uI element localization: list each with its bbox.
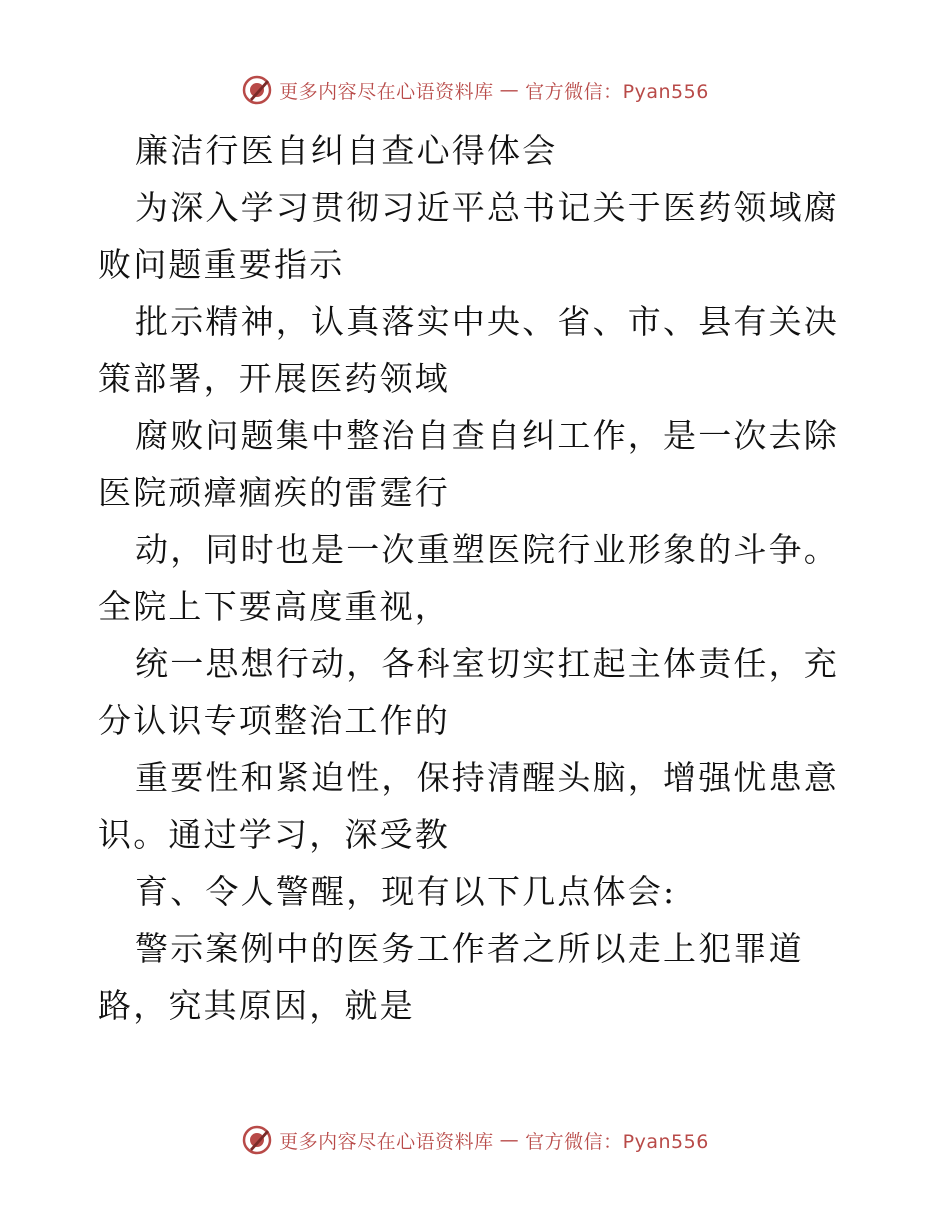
paragraph-2: 批示精神，认真落实中央、省、市、县有关决策部署，开展医药领域	[98, 302, 839, 398]
watermark-contact: 官方微信：Pyan556	[525, 1130, 709, 1153]
watermark-separator: —	[499, 1129, 520, 1151]
paragraph-8: 警示案例中的医务工作者之所以走上犯罪道路，究其原因，就是	[98, 929, 804, 1025]
paragraph-1: 为深入学习贯彻习近平总书记关于医药领域腐败问题重要指示	[98, 188, 839, 284]
paragraph-7: 育、令人警醒，现有以下几点体会:	[135, 872, 677, 911]
watermark-text: 更多内容尽在心语资料库	[279, 1130, 494, 1153]
footer-watermark	[0, 1124, 950, 1156]
paragraph-6: 重要性和紧迫性，保持清醒头脑，增强忧患意识。通过学习，深受教	[98, 758, 839, 854]
paragraph-5: 统一思想行动，各科室切实扛起主体责任，充分认识专项整治工作的	[98, 644, 839, 740]
watermark-contact: 官方微信：Pyan556	[525, 80, 709, 103]
header-watermark	[0, 74, 950, 106]
pen-logo-icon	[241, 74, 273, 106]
watermark-text: 更多内容尽在心语资料库	[279, 80, 494, 103]
watermark-separator: —	[499, 79, 520, 101]
paragraph-4: 动，同时也是一次重塑医院行业形象的斗争。全院上下要高度重视，	[98, 530, 839, 626]
document-body	[98, 122, 858, 1034]
document-title: 廉洁行医自纠自查心得体会	[135, 131, 558, 170]
pen-logo-icon	[241, 1124, 273, 1156]
paragraph-3: 腐败问题集中整治自查自纠工作，是一次去除医院顽瘴痼疾的雷霆行	[98, 416, 839, 512]
